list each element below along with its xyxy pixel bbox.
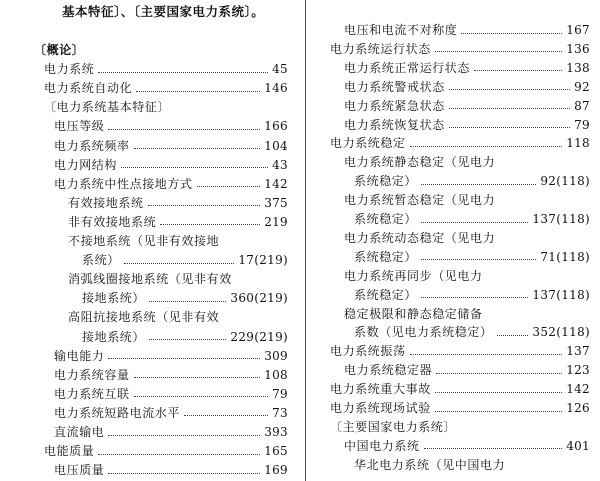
entry-term: 接地系统） — [82, 291, 146, 306]
dot-leader — [160, 224, 260, 225]
index-entry — [82, 252, 288, 268]
index-entry — [354, 324, 590, 340]
entry-page-number: 137(118) — [532, 287, 590, 302]
index-entry — [68, 233, 288, 249]
index-entry — [54, 118, 288, 134]
entry-term: 电能质量 — [44, 444, 95, 459]
header-line: 基本特征〕、〔主要国家电力系统〕。 — [62, 4, 265, 19]
index-entry — [344, 79, 590, 95]
index-entry — [54, 138, 288, 154]
entry-term: 电力系统自动化 — [44, 81, 133, 96]
dot-leader — [197, 186, 261, 187]
entry-term: 消弧线圈接地系统（见非有效 — [68, 272, 232, 287]
entry-term: 输电能力 — [54, 348, 105, 363]
entry-term: 电力系统振荡 — [330, 344, 406, 359]
dot-leader — [134, 396, 269, 397]
index-entry — [44, 80, 288, 96]
entry-page-number: 137 — [566, 344, 590, 359]
index-entry — [82, 329, 288, 345]
entry-page-number: 360(219) — [230, 291, 288, 306]
entry-page-number: 229(219) — [230, 329, 288, 344]
entry-page-number: 169 — [264, 463, 288, 478]
dot-leader — [435, 411, 562, 412]
entry-term: 中国电力系统 — [344, 438, 420, 453]
index-entry — [44, 443, 288, 459]
entry-page-number: 92(118) — [540, 174, 590, 189]
entry-term: 电力系统恢复状态 — [344, 117, 445, 132]
dot-leader — [424, 448, 563, 449]
column-divider — [305, 0, 306, 481]
entry-term: 电力系统警戒状态 — [344, 79, 445, 94]
dot-leader — [421, 184, 536, 185]
entry-term: 电力系统重大事故 — [330, 382, 431, 397]
index-entry — [354, 457, 590, 473]
entry-page-number: 104 — [264, 138, 288, 153]
entry-term: 有效接地系统 — [68, 195, 144, 210]
index-entry — [344, 22, 590, 38]
entry-term: 电力系统运行状态 — [330, 41, 431, 56]
dot-leader — [149, 301, 226, 302]
entry-term: 系统） — [82, 253, 120, 268]
entry-term: 系统稳定） — [354, 249, 418, 264]
entry-page-number: 142 — [264, 176, 288, 191]
index-entry — [68, 271, 288, 287]
entry-page-number: 73 — [272, 405, 288, 420]
index-entry — [330, 343, 590, 359]
entry-term: 稳定极限和静态稳定储备 — [344, 306, 483, 321]
entry-page-number: 309 — [264, 348, 288, 363]
dot-leader — [421, 297, 528, 298]
index-entry — [54, 176, 288, 192]
entry-term: 电压质量 — [54, 463, 105, 478]
dot-leader — [410, 354, 563, 355]
index-entry — [54, 367, 288, 383]
dot-leader — [108, 435, 260, 436]
entry-page-number: 43 — [272, 157, 288, 172]
index-entry — [54, 462, 288, 478]
index-entry — [54, 424, 288, 440]
index-entry — [344, 268, 590, 284]
entry-term: 电力系统容量 — [54, 367, 130, 382]
index-entry — [330, 419, 590, 435]
entry-page-number: 167 — [566, 23, 590, 37]
entry-term: 系统稳定） — [354, 287, 418, 302]
entry-page-number: 45 — [272, 62, 288, 77]
entry-term: 电力系统现场试验 — [330, 401, 431, 415]
index-entry — [34, 42, 288, 58]
dot-leader — [148, 205, 261, 206]
entry-term: 电力系统 — [44, 62, 95, 77]
dot-leader — [108, 358, 260, 359]
entry-page-number: 79 — [272, 386, 288, 401]
dot-leader — [435, 392, 562, 393]
entry-page-number: 219 — [264, 214, 288, 229]
index-entry — [354, 211, 590, 227]
entry-page-number: 17(219) — [238, 253, 288, 268]
entry-page-number: 401 — [566, 438, 590, 453]
entry-term: 电力系统再同步（见电力 — [344, 268, 483, 283]
index-entry — [344, 60, 590, 76]
entry-page-number: 142 — [566, 382, 590, 397]
entry-page-number: 87 — [574, 98, 590, 113]
dot-leader — [421, 222, 528, 223]
entry-term: 直流输电 — [54, 425, 105, 439]
index-entry — [330, 381, 590, 397]
entry-term: 电力系统暂态稳定（见电力 — [344, 193, 496, 208]
entry-term: 电力系统动态稳定（见电力 — [344, 230, 496, 245]
index-entry — [68, 309, 288, 325]
index-entry — [54, 386, 288, 402]
index-entry — [344, 154, 590, 170]
index-entry — [344, 98, 590, 114]
index-entry — [354, 173, 590, 189]
entry-page-number: 166 — [264, 119, 288, 134]
dot-leader — [108, 473, 260, 474]
index-entry — [344, 230, 590, 246]
dot-leader — [410, 146, 563, 147]
entry-term: 电力系统中性点接地方式 — [54, 176, 193, 191]
index-entry — [54, 157, 288, 173]
dot-leader — [136, 91, 260, 92]
entry-term: 系数（见电力系统稳定） — [354, 325, 493, 340]
dot-leader — [449, 127, 570, 128]
entry-term: 电力系统互联 — [54, 386, 130, 401]
entry-page-number: 92 — [574, 79, 590, 94]
entry-page-number: 138 — [566, 60, 590, 75]
entry-page-number: 375 — [264, 195, 288, 210]
entry-term: 电力系统静态稳定（见电力 — [344, 155, 496, 170]
index-entry — [344, 192, 590, 208]
dot-leader — [121, 167, 268, 168]
entry-page-number: 118 — [566, 136, 590, 151]
dot-leader — [98, 72, 268, 73]
entry-term: 电力系统正常运行状态 — [344, 60, 471, 75]
index-entry — [68, 214, 288, 230]
entry-term: 电力系统紧急状态 — [344, 98, 445, 113]
dot-leader — [461, 33, 562, 34]
index-entry — [68, 195, 288, 211]
entry-page-number: 71(118) — [540, 249, 590, 264]
entry-term: 电力网结构 — [54, 157, 118, 172]
index-entry — [54, 405, 288, 421]
entry-page-number: 165 — [264, 444, 288, 459]
dot-leader — [474, 70, 562, 71]
entry-term: 接地系统） — [82, 329, 146, 344]
dot-leader — [421, 259, 536, 260]
entry-page-number: 108 — [264, 367, 288, 382]
index-entry — [330, 41, 590, 57]
dot-leader — [134, 377, 261, 378]
entry-page-number: 136 — [566, 41, 590, 56]
dot-leader — [108, 129, 260, 130]
index-entry — [354, 249, 590, 265]
dot-leader — [497, 335, 529, 336]
index-entry — [344, 306, 590, 322]
index-entry — [330, 135, 590, 151]
entry-page-number: 393 — [264, 425, 288, 439]
entry-term: 电力系统稳定 — [330, 136, 406, 151]
entry-term: 电力系统短路电流水平 — [54, 405, 181, 420]
index-entry — [54, 348, 288, 364]
dot-leader — [184, 415, 268, 416]
index-entry — [344, 117, 590, 133]
entry-term: 系统稳定） — [354, 174, 418, 189]
entry-term: 电压等级 — [54, 119, 105, 134]
entry-term: 系统稳定） — [354, 212, 418, 226]
entry-term: 不接地系统（见非有效接地 — [68, 234, 220, 248]
entry-term: 〔主要国家电力系统〕 — [330, 419, 457, 434]
dot-leader — [134, 148, 261, 149]
dot-leader — [436, 373, 562, 374]
entry-term: 〔概论〕 — [34, 43, 85, 57]
index-entry — [344, 438, 590, 454]
entry-term: 华北电力系统（见中国电力 — [354, 457, 506, 472]
entry-page-number: 146 — [264, 81, 288, 96]
index-entry — [344, 362, 590, 378]
entry-term: 电力系统稳定器 — [344, 363, 433, 378]
index-entry — [82, 290, 288, 306]
dot-leader — [449, 89, 570, 90]
entry-page-number: 352(118) — [532, 325, 590, 340]
index-entry — [354, 287, 590, 303]
entry-term: 〔电力系统基本特征〕 — [44, 100, 171, 115]
dot-leader — [124, 263, 235, 264]
entry-term: 电压和电流不对称度 — [344, 23, 458, 37]
entry-term: 高阻抗接地系统（见非有效 — [68, 310, 220, 325]
dot-leader — [449, 108, 570, 109]
index-entry — [330, 400, 590, 416]
entry-page-number: 137(118) — [532, 212, 590, 226]
entry-term: 非有效接地系统 — [68, 214, 157, 229]
index-entry — [44, 99, 288, 115]
entry-page-number: 123 — [566, 363, 590, 378]
index-entry — [44, 61, 288, 77]
dot-leader — [149, 339, 226, 340]
entry-term: 电力系统频率 — [54, 138, 130, 153]
entry-page-number: 126 — [566, 401, 590, 415]
dot-leader — [98, 454, 260, 455]
dot-leader — [435, 51, 562, 52]
entry-page-number: 79 — [574, 117, 590, 132]
